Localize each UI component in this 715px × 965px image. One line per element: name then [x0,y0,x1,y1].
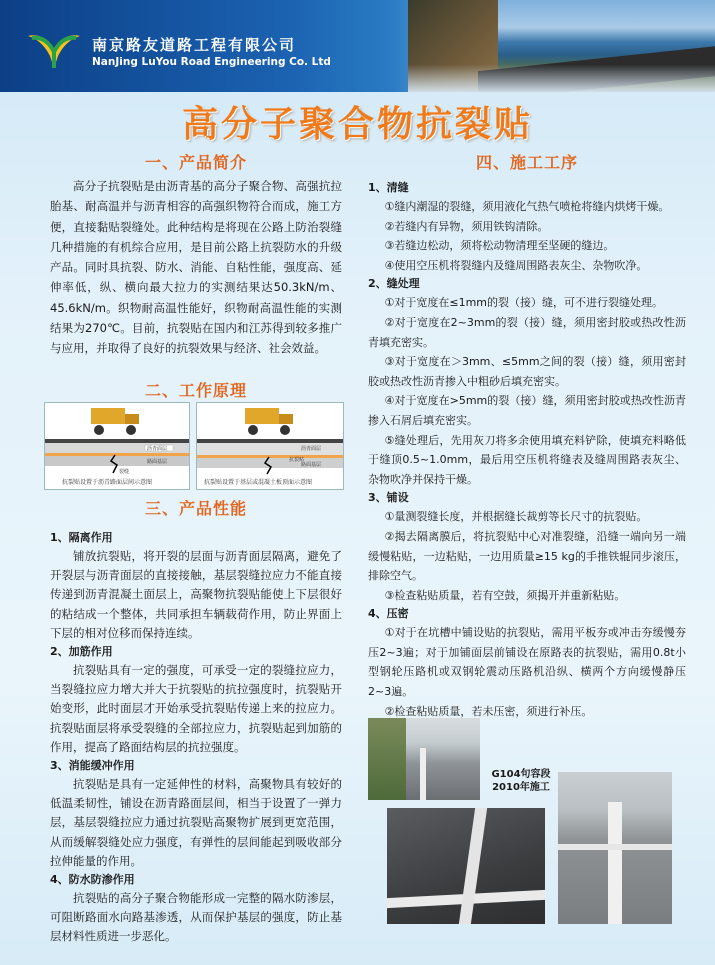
section-title-construction: 四、施工工序 [475,153,578,172]
label-asphalt-left: 沥青面层 [147,446,168,452]
step-heading-1: 1、清缝 [368,181,409,194]
section-title-principle: 二、工作原理 [144,381,247,400]
site-photo-3 [558,772,672,924]
perf-heading-4: 4、防水防渗作用 [50,873,135,887]
step-3-item-2: ②揭去隔离膜后，将抗裂贴中心对准裂缝，沿缝一端向另一端缓慢粘贴，一边粘贴，一边用质量≥15 kg的手推铁辊同步滚压，排除空气。 [368,529,686,583]
label-asphalt-right: 沥青面层 [301,446,322,452]
step-heading-4: 4、压密 [368,607,409,621]
step-2-item-1: ①对于宽度在≤1mm的裂（接）缝，可不进行裂缝处理。 [384,296,664,310]
label-base-left: 路面基层 [147,459,168,465]
coastal-road-photo [408,0,715,92]
caption-diagram-left: 抗裂贴设置于沥青路面层间示意图 [62,479,153,486]
site-photo-1 [368,718,480,800]
perf-text-1: 铺放抗裂贴，将开裂的层面与沥青面层隔离，避免了开裂层与沥青面层的直接接触，基层裂缝拉应力不能直接传递到沥青混凝土面层上，高聚物抗裂贴能使上下层很好的粘结成一个整体，共同承担车辆载荷作用，防止界面上下层的相对位移而保持连续。 [50,549,342,640]
step-3-item-1: ①量测裂缝长度，并根据缝长裁剪等长尺寸的抗裂贴。 [384,510,648,524]
step-1-item-2: ②若缝内有异物，须用铁钩清除。 [384,219,549,233]
perf-text-2: 抗裂贴具有一定的强度，可承受一定的裂缝拉应力，当裂缝拉应力增大并大于抗裂贴的抗拉强度时，抗裂贴开始变形，此时面层才开始承受抗裂贴传递上来的拉应力。抗裂贴面层将承受裂缝的全部拉应力，抗裂贴起到加筋的作用，提高了路面结构层的抗拉强度。 [50,663,342,754]
step-heading-2: 2、缝处理 [368,277,420,291]
page-title: 高分子聚合物抗裂贴 [181,104,533,145]
section-title-performance: 三、产品性能 [144,499,247,518]
step-1-item-1: ①缝内潮湿的裂缝，须用液化气热气喷枪将缝内烘烤干燥。 [384,200,670,213]
intro-paragraph: 高分子抗裂贴是由沥青基的高分子聚合物、高强抗拉胎基、耐高温并与沥青相容的高强织物符合而成，施工方便，直接黏贴裂缝处。此种结构是将现在公路上防治裂缝几种措施的有机综合应用，是目前公路上抗裂防水的升级产品。同时具抗裂、防水、消能、自粘性能，强度高、延伸率低，纵、横向最大拉力的实测结果达50.3kN/m、45.6kN/m。织物耐高温性能好，织物耐高温性能的实测结果为270℃。目前，抗裂贴在国内和江苏得到较多推广与应用，并取得了良好的抗裂效果与经济、社会效益。 [50,179,342,356]
perf-heading-3: 3、消能缓冲作用 [50,759,135,773]
perf-heading-2: 2、加筋作用 [50,645,113,659]
step-4-item-1: ①对于在坑槽中铺设贴的抗裂贴，需用平板夯或冲击夯缓慢夯压2~3遍；对于加铺面层前铺设在原路表的抗裂贴，需用0.8t小型钢轮压路机或双钢轮震动压路机沿纵、横两个方向缓慢静压2~3遍。 [368,626,686,699]
right-column [368,150,686,721]
label-base-right: 路面基层 [301,462,322,468]
company-name-cn: 南京路友道路工程有限公司 [92,36,297,54]
label-crack-left: 裂缝 [119,469,130,475]
step-2-item-4: ④对于宽度在>5mm的裂（接）缝，须用密封胶或热改性沥青掺入石屑后填充密实。 [368,394,686,427]
header-banner [0,0,715,92]
photo-caption: G104句容段 2010年施工 [491,769,551,793]
perf-text-4: 抗裂贴的高分子聚合物能形成一完整的隔水防渗层，可阻断路面水向路基渗透，从而保护基层的强度，防止基层材料性质进一步恶化。 [50,891,342,944]
caption-diagram-right: 抗裂贴设置于基层或混凝土板顶面示意图 [204,479,313,486]
step-4-item-2: ②检查粘贴质量，若未压密，须进行补压。 [384,704,593,718]
step-1-item-3: ③若缝边松动，须将松动物清理至坚硬的缝边。 [384,239,615,253]
section-title-intro: 一、产品简介 [144,153,247,172]
left-column-performance [50,496,342,947]
step-2-item-2: ②对于宽度在2~3mm的裂（接）缝，须用密封胶或热改性沥青填充密实。 [368,315,686,349]
step-heading-3: 3、铺设 [368,491,409,505]
company-name-en: NanJing LuYou Road Engineering Co. Ltd [92,56,331,68]
truck-diagram-right [197,403,343,475]
company-logo-icon [24,26,84,70]
step-3-item-3: ③检查粘贴质量，若有空鼓，须揭开并重新粘贴。 [384,588,626,602]
step-1-item-4: ④使用空压机将裂缝内及缝周围路表灰尘、杂物吹净。 [384,258,648,272]
perf-text-3: 抗裂贴是具有一定延伸性的材料，高聚物具有较好的低温柔韧性，铺设在沥青路面层间，相当于设置了一弹力层，基层裂缝拉应力通过抗裂贴高聚物扩展到更宽范围，从而缓解裂缝处应力强度，有弹性的层间能起到吸收部分拉伸能量的作用。 [50,777,342,868]
perf-heading-1: 1、隔离作用 [50,531,113,544]
left-column [50,150,342,359]
step-2-item-5: ⑤缝处理后，先用灰刀将多余使用填充料铲除，使填充料略低于缝顶0.5~1.0mm，最后用空压机将缝表及缝周围路表灰尘、杂物吹净并保持干燥。 [368,433,686,486]
step-2-item-3: ③对于宽度在＞3mm、≤5mm之间的裂（接）缝，须用密封胶或热改性沥青掺入中粗砂后填充密实。 [368,355,686,388]
label-patch-right: 抗裂贴 [289,457,305,463]
site-photo-2 [387,808,545,924]
truck-diagram-left [45,403,189,475]
